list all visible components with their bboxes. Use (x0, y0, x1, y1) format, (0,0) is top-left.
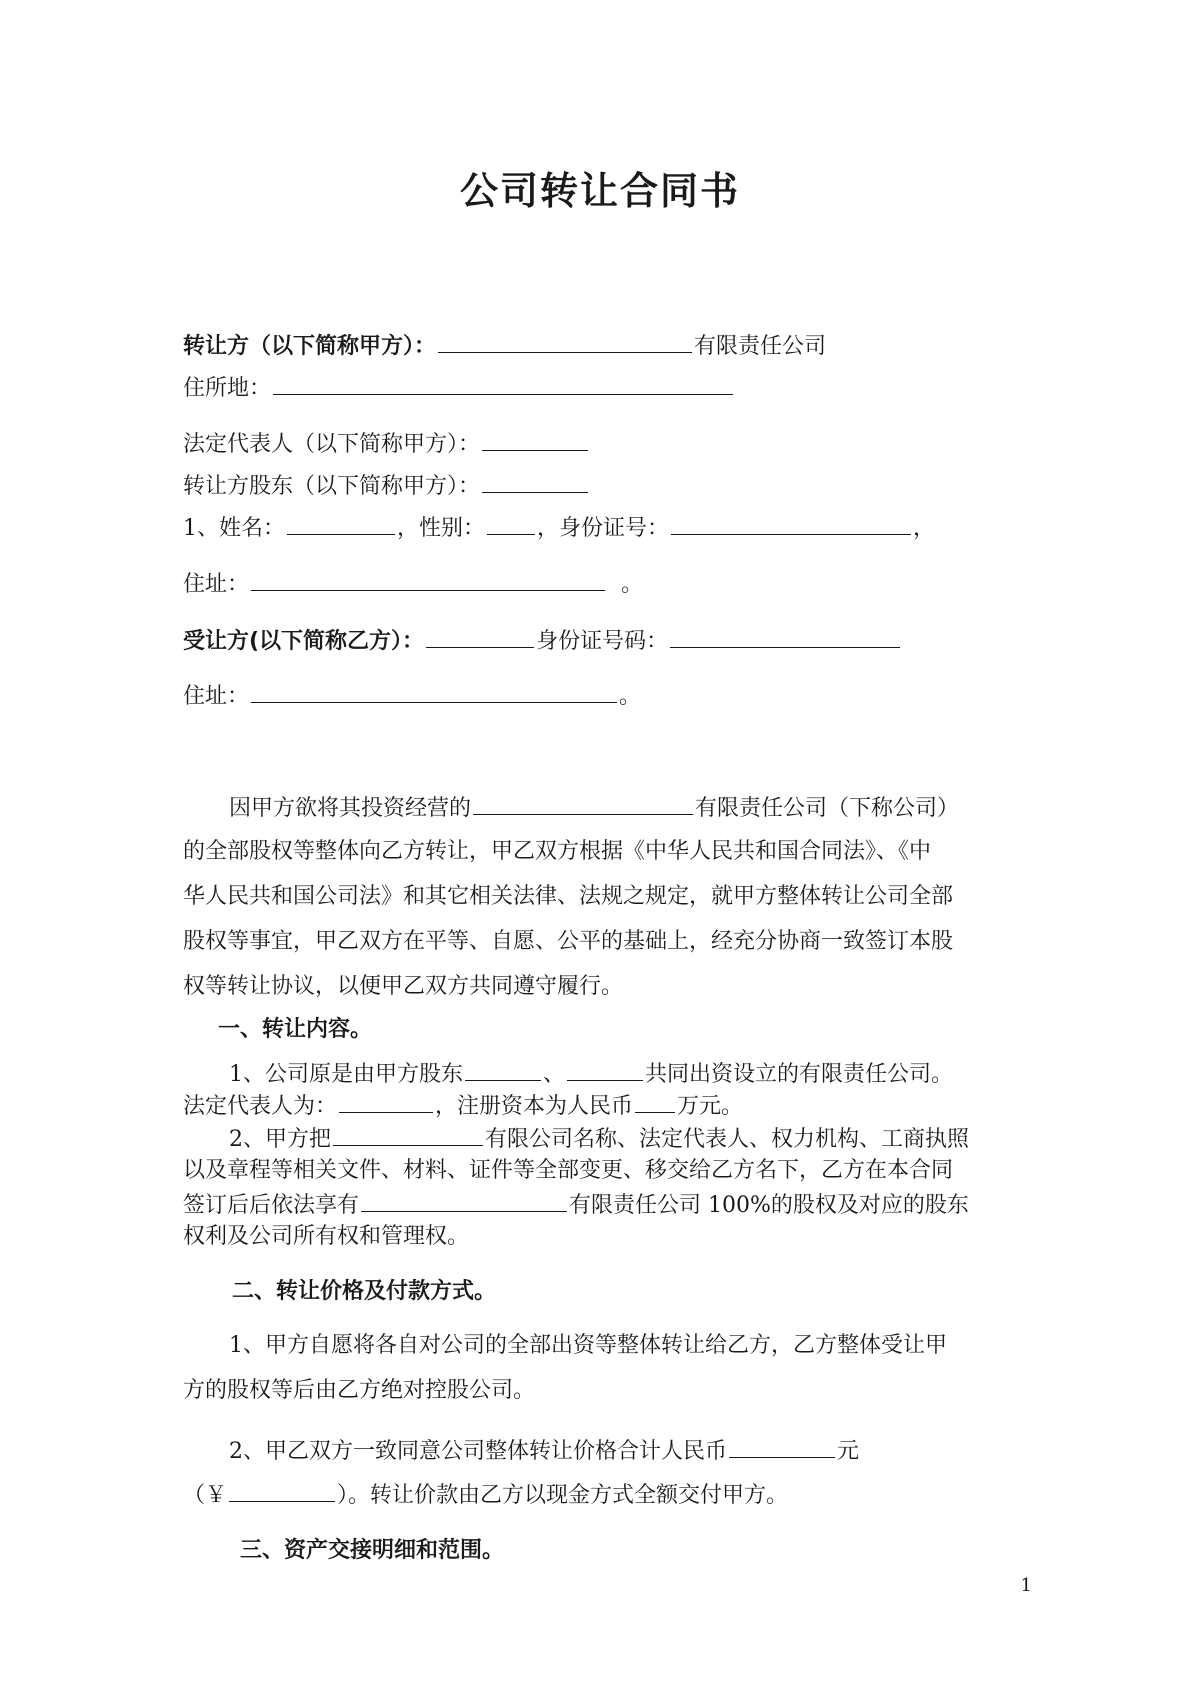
section2-text: 元 (837, 1439, 860, 1464)
shareholder-a-blank (465, 1058, 541, 1081)
comma: ， (913, 516, 936, 541)
preamble-line-5: 权等转让协议，以便甲乙双方共同遵守履行。 (183, 974, 624, 999)
section1-text: 签订后后依法享有 (183, 1193, 360, 1218)
section2-p2-line1 (183, 1435, 859, 1467)
transferee-address-label: 住址： (183, 684, 250, 709)
transferor-suffix: 有限责任公司 (694, 334, 827, 359)
preamble-text: 有限责任公司（下称公司） (695, 796, 960, 821)
section1-text: 万元。 (677, 1094, 744, 1119)
transferee-address-line (183, 680, 641, 712)
transferee-line (183, 625, 902, 657)
section1-heading: 一、转让内容。 (218, 1017, 373, 1042)
section2-text: 1、甲方自愿将各自对公司的全部出资等整体转让给乙方，乙方整体受让甲 (229, 1333, 947, 1358)
residence-label: 住所地： (183, 376, 272, 401)
transferee-id-blank (670, 625, 900, 648)
transferee-address-end: 。 (619, 684, 642, 709)
legal-rep-name-blank (339, 1090, 433, 1113)
section3-heading: 三、资产交接明细和范围。 (240, 1538, 505, 1563)
residence-blank (273, 372, 733, 395)
page-number: 1 (1020, 1575, 1032, 1596)
section1-p1-line1 (183, 1058, 953, 1090)
section1-text: 有限公司名称、法定代表人、权力机构、工商执照 (485, 1127, 970, 1152)
transferee-name-blank (426, 625, 534, 648)
section2-text: ）。转让价款由乙方以现金方式全额交付甲方。 (337, 1483, 789, 1508)
address-label: 住址： (183, 572, 250, 597)
section2-text: （￥ (183, 1483, 228, 1508)
preamble-text: 因甲方欲将其投资经营的 (229, 796, 472, 821)
preamble-line-1 (183, 792, 959, 824)
legal-rep-line (183, 428, 590, 460)
shareholder-b-blank (567, 1058, 643, 1081)
price-blank (729, 1435, 835, 1458)
section1-text: 有限责任公司 100%的股权及对应的股东 (569, 1193, 969, 1218)
gender-label: ，性别： (397, 516, 486, 541)
transferee-address-blank (251, 680, 617, 703)
section1-p2-line1 (183, 1123, 969, 1155)
section1-text: 2、甲方把 (229, 1127, 331, 1152)
preamble-line-2: 的全部股权等整体向乙方转让，甲乙双方根据《中华人民共和国合同法》、《中 (183, 839, 932, 864)
shareholder-address-line (183, 568, 643, 600)
shareholder-item-line (183, 512, 935, 544)
price-number-blank (229, 1479, 335, 1502)
section1-text: 、 (543, 1062, 566, 1087)
section1-text: ，注册资本为人民币 (435, 1094, 634, 1119)
section2-heading: 二、转让价格及付款方式。 (232, 1279, 497, 1304)
section1-text: 1、公司原是由甲方股东 (229, 1062, 463, 1087)
transferee-id-label: 身份证号码： (536, 629, 669, 654)
capital-blank (635, 1090, 675, 1113)
address-blank (251, 568, 605, 591)
transferee-label: 受让方(以下简称乙方）： (183, 629, 425, 654)
id-blank (671, 512, 911, 535)
id-label: ，身份证号： (537, 516, 670, 541)
address-end: 。 (621, 572, 644, 597)
section1-p2-line4: 权利及公司所有权和管理权。 (183, 1224, 470, 1249)
section1-text: 法定代表人为： (183, 1094, 338, 1119)
company-blank (473, 792, 693, 815)
section1-p2-line2: 以及章程等相关文件、材料、证件等全部变更、移交给乙方名下，乙方在本合同 (183, 1158, 954, 1183)
residence-line (183, 372, 735, 404)
transferor-label: 转让方（以下简称甲方）： (183, 334, 437, 359)
preamble-line-3: 华人民共和国公司法》和其它相关法律、法规之规定，就甲方整体转让公司全部 (183, 884, 954, 909)
gender-blank (487, 512, 535, 535)
name-blank (287, 512, 395, 535)
legal-rep-label: 法定代表人（以下简称甲方）： (183, 432, 481, 457)
section2-p1-line1 (183, 1331, 947, 1361)
document-title: 公司转让合同书 (459, 169, 740, 213)
section1-text: 共同出资设立的有限责任公司。 (645, 1062, 954, 1087)
company-name-blank (333, 1123, 483, 1146)
section2-p2-line2 (183, 1479, 788, 1511)
section1-p1-line2 (183, 1090, 743, 1122)
transferor-line (183, 330, 826, 362)
shareholder-label: 转让方股东（以下简称甲方）： (183, 474, 481, 499)
name-label: 1、姓名： (183, 516, 285, 541)
company-name-blank-2 (361, 1189, 567, 1212)
section2-p1-line2: 方的股权等后由乙方绝对控股公司。 (183, 1378, 536, 1403)
shareholder-blank (482, 470, 588, 493)
preamble-line-4: 股权等事宜，甲乙双方在平等、自愿、公平的基础上，经充分协商一致签订本股 (183, 929, 954, 954)
shareholder-line (183, 470, 590, 502)
legal-rep-blank (482, 428, 588, 451)
section1-p2-line3 (183, 1189, 969, 1221)
transferor-company-blank (438, 330, 692, 353)
section2-text: 2、甲乙双方一致同意公司整体转让价格合计人民币 (229, 1439, 727, 1464)
